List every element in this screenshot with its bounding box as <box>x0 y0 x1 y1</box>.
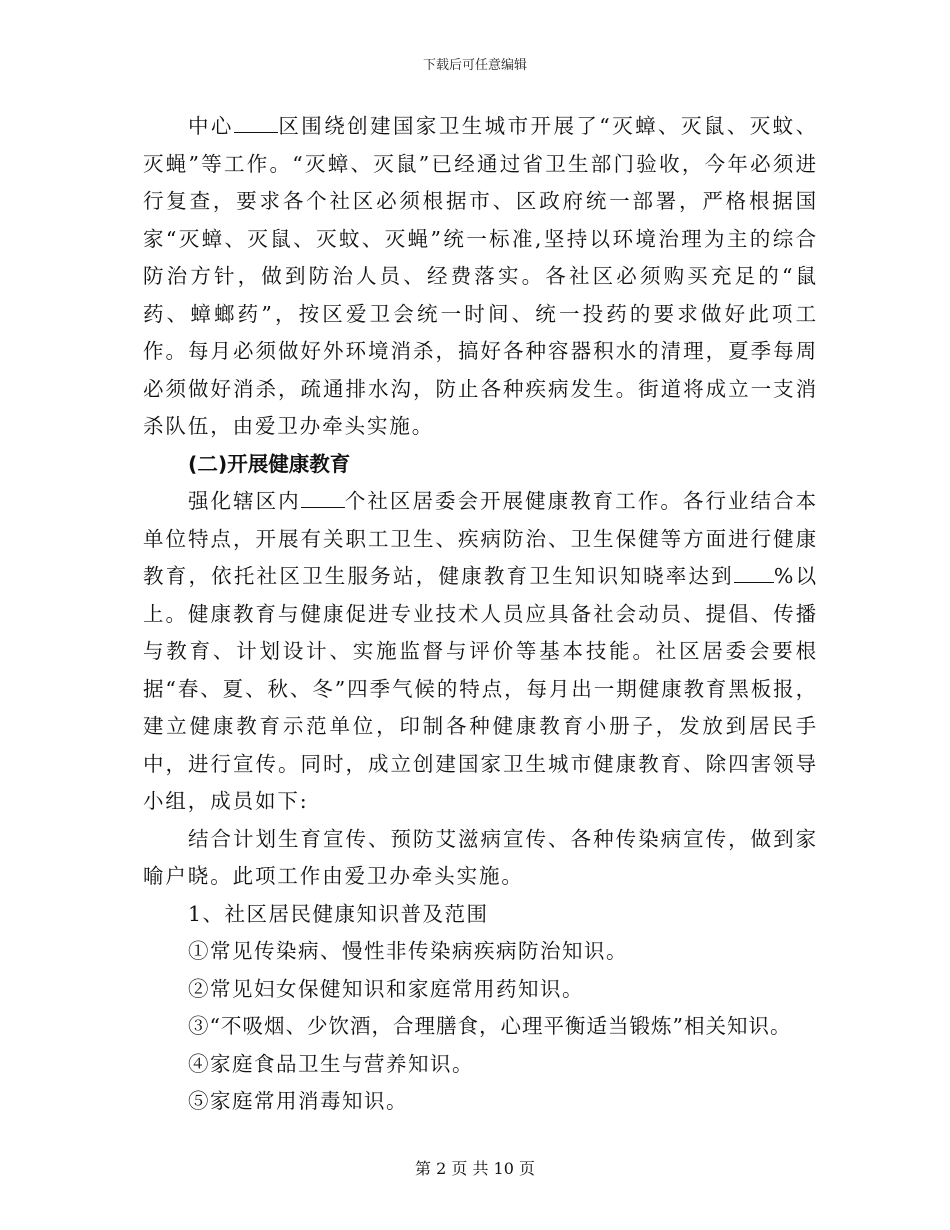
paragraph-pest-control <box>143 108 818 446</box>
list-item: ①常见传染病、慢性非传染病疾病防治知识。 <box>188 939 628 963</box>
paragraph-publicity: 结合计划生育宣传、预防艾滋病宣传、各种传染病宣传，做到家喻户晓。此项工作由爱卫办牵头实施。 <box>143 826 818 888</box>
page-number-footer: 第 2 页 共 10 页 <box>415 1159 535 1178</box>
document-body <box>143 108 818 1121</box>
paragraph-health-education <box>143 483 818 821</box>
list-item: ③“不吸烟、少饮酒，合理膳食，心理平衡适当锻炼”相关知识。 <box>188 1014 792 1038</box>
list-item: ⑤家庭常用消毒知识。 <box>188 1089 408 1113</box>
blank-district-name <box>234 114 278 133</box>
blank-community-count <box>301 489 345 508</box>
paragraph-1-start: 中心 <box>188 114 234 138</box>
section-heading-health-education: (二)开展健康教育 <box>188 451 351 476</box>
paragraph-1-body: 区围绕创建国家卫生城市开展了“灭蟑、灭鼠、灭蚊、灭蝇”等工作。“灭蟑、灭鼠”已经通过省卫生部门验收，今年必须进行复查，要求各个社区必须根据市、区政府统一部署，严格根据国家“灭蟑、灭鼠、灭蚊、灭蝇”统一标准,坚持以环境治理为主的综合防治方针，做到防治人员、经费落实。各社区必须购买充足的“鼠药、蟑螂药”，按区爱卫会统一时间、统一投药的要求做好此项工作。每月必须做好外环境消杀，搞好各种容器积水的清理，夏季每周必须做好消杀，疏通排水沟，防止各种疾病发生。街道将成立一支消杀队伍，由爱卫办牵头实施。 <box>143 114 818 438</box>
paragraph-2-end: %以上。健康教育与健康促进专业技术人员应具备社会动员、提倡、传播与教育、计划设计、实施监督与评价等基本技能。社区居委会要根据“春、夏、秋、冬”四季气候的特点，每月出一期健康教育黑板报，建立健康教育示范单位，印制各种健康教育小册子，发放到居民手中，进行宣传。同时，成立创建国家卫生城市健康教育、除四害领导小组，成员如下: <box>143 564 818 813</box>
blank-awareness-rate <box>734 564 774 583</box>
page-header: 下载后可任意编辑 <box>422 58 527 73</box>
paragraph-2-start: 强化辖区内 <box>188 489 301 513</box>
list-item: ④家庭食品卫生与营养知识。 <box>188 1051 474 1076</box>
list-item: ②常见妇女保健知识和家庭常用药知识。 <box>188 976 584 1001</box>
list-title: 1、社区居民健康知识普及范围 <box>188 901 489 926</box>
paragraph-2-middle: 个社区居委会开展健康教育工作。各行业结合本单位特点，开展有关职工卫生、疾病防治、卫生保健等方面进行健康教育，依托社区卫生服务站，健康教育卫生知识知晓率达到 <box>143 489 819 588</box>
